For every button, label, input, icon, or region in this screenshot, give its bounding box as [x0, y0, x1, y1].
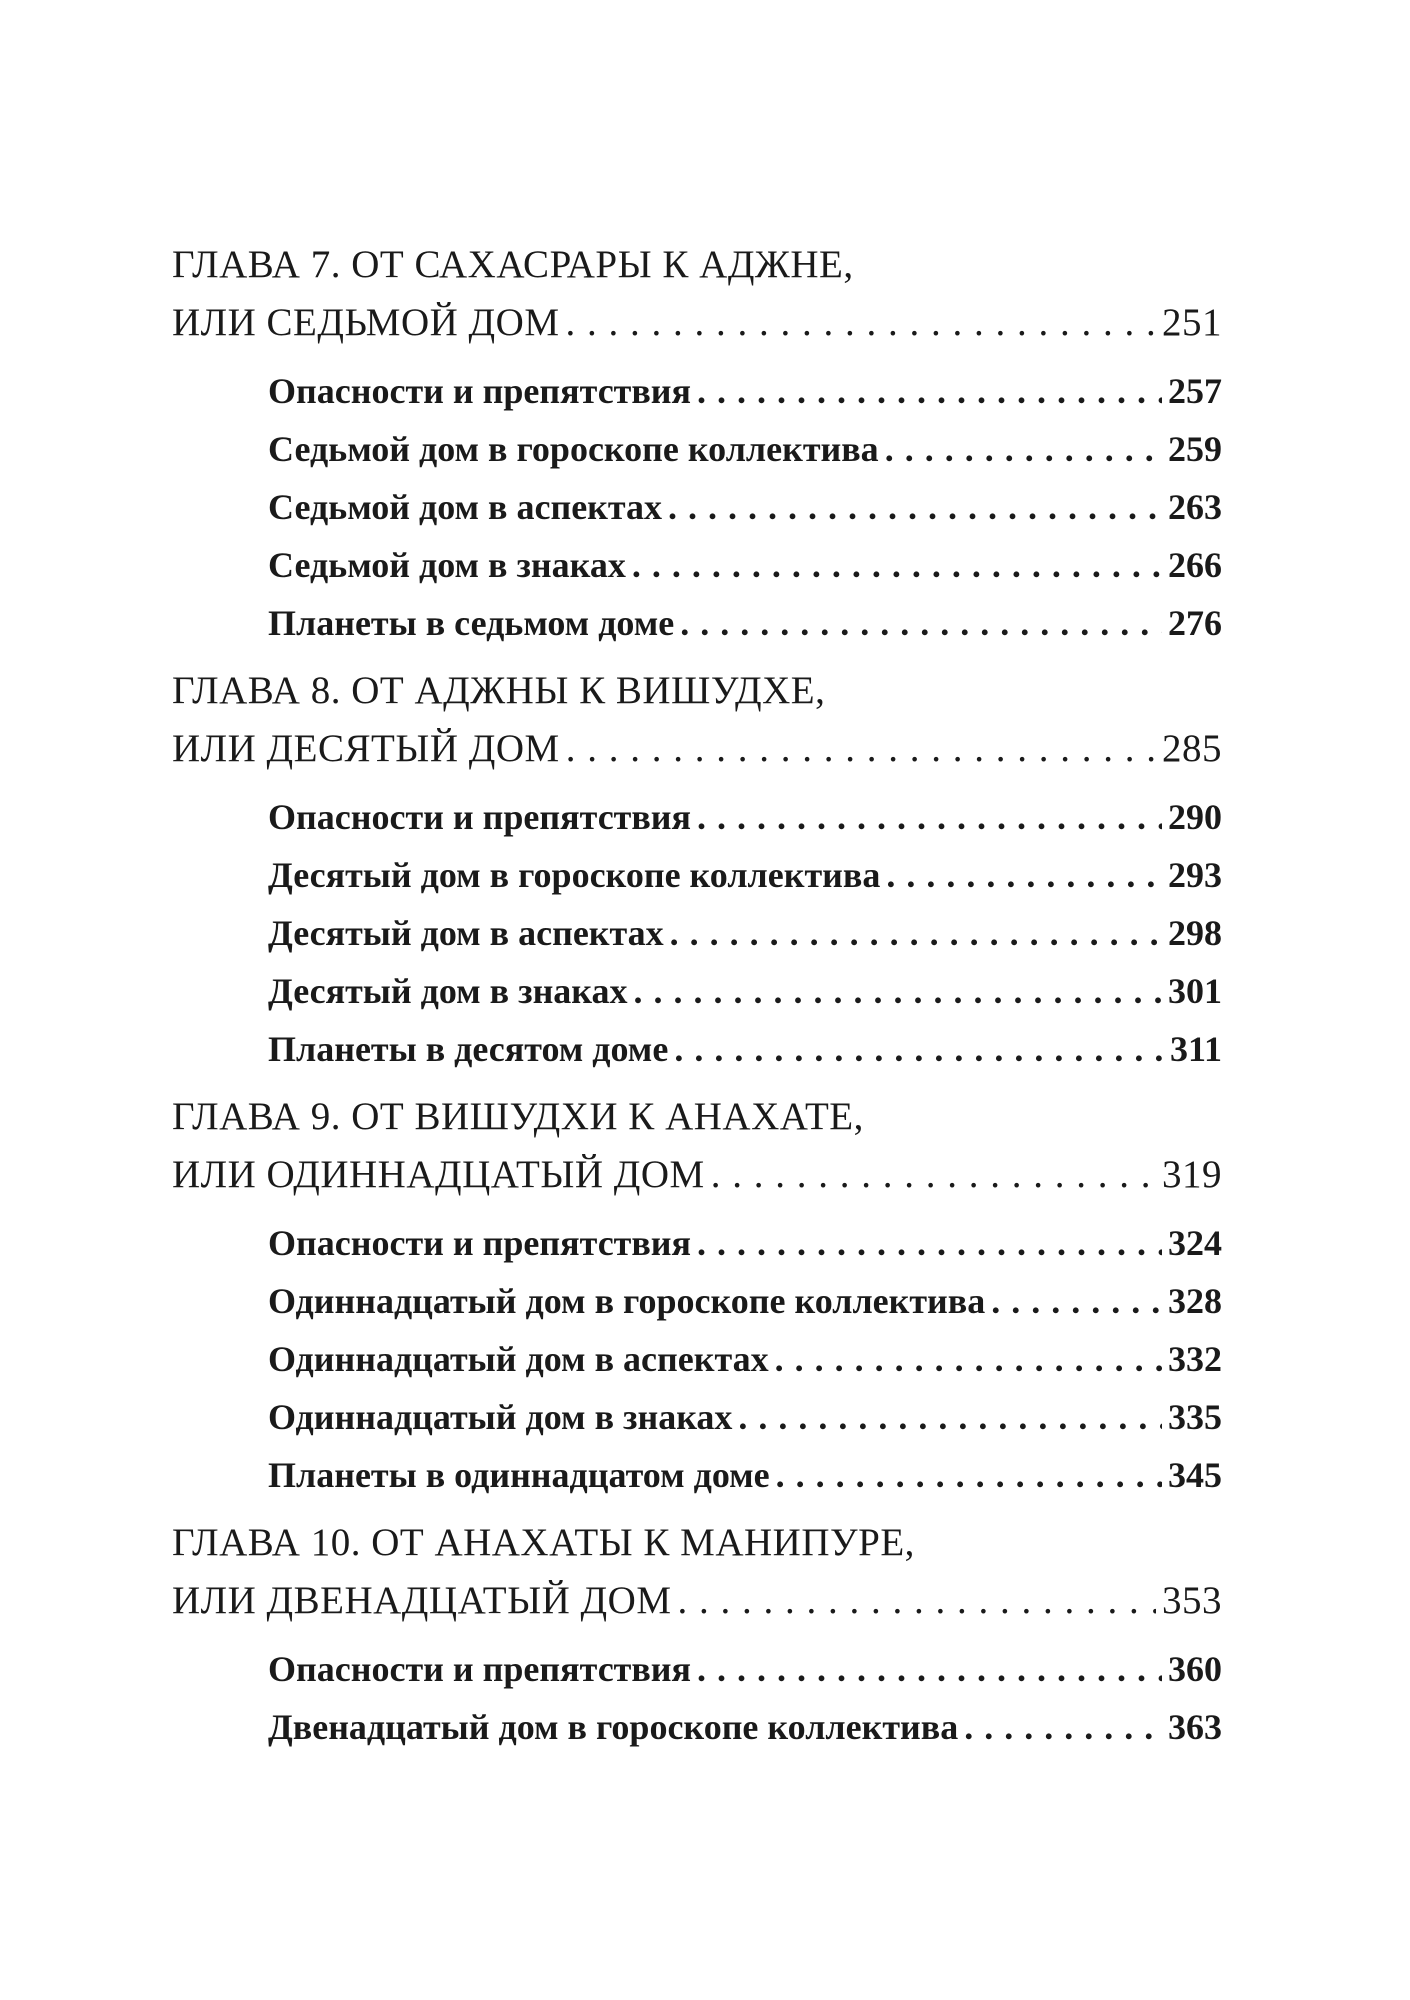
section-list: [172, 362, 1222, 652]
entry-title: Планеты в десятом доме: [268, 1029, 669, 1069]
dot-leader: [680, 594, 1162, 652]
dot-leader: [566, 294, 1156, 352]
chapter-title-text: ИЛИ СЕДЬМОЙ ДОМ: [172, 301, 560, 344]
toc-entry: [268, 788, 1222, 846]
entry-page-number: 290: [1168, 797, 1222, 837]
entry-title: Опасности и препятствия: [268, 1649, 692, 1689]
entry-title: Десятый дом в знаках: [268, 971, 628, 1011]
dot-leader: [886, 846, 1162, 904]
entry-title: Опасности и препятствия: [268, 371, 692, 411]
entry-title: Опасности и препятствия: [268, 1223, 692, 1263]
chapter-title-line1: ГЛАВА 10. ОТ АНАХАТЫ К МАНИПУРЕ,: [172, 1521, 915, 1564]
toc-entry: [268, 420, 1222, 478]
entry-page-number: 328: [1168, 1281, 1222, 1321]
toc-entry: [268, 962, 1222, 1020]
entry-page-number: 311: [1169, 1029, 1222, 1069]
entry-page-number: 335: [1168, 1397, 1222, 1437]
dot-leader: [697, 1640, 1162, 1698]
entry-page-number: 360: [1168, 1649, 1222, 1689]
chapter-page-number: 319: [1162, 1153, 1222, 1196]
toc-entry: [268, 1214, 1222, 1272]
entry-title: Одиннадцатый дом в знаках: [268, 1397, 733, 1437]
dot-leader: [674, 1020, 1164, 1078]
entry-page-number: 332: [1168, 1339, 1222, 1379]
toc-entry: [268, 536, 1222, 594]
entry-title: Планеты в одиннадцатом доме: [268, 1455, 770, 1495]
dot-leader: [738, 1388, 1162, 1446]
entry-title: Седьмой дом в аспектах: [268, 487, 663, 527]
dot-leader: [697, 1214, 1162, 1272]
toc-entry: [268, 1388, 1222, 1446]
section-list: [172, 1640, 1222, 1756]
toc-entry: [268, 1020, 1222, 1078]
chapter-9: [172, 1088, 1222, 1504]
dot-leader: [964, 1698, 1162, 1756]
dot-leader: [634, 962, 1162, 1020]
entry-title: Десятый дом в гороскопе коллектива: [268, 855, 881, 895]
chapter-title-line1: ГЛАВА 7. ОТ САХАСРАРЫ К АДЖНЕ,: [172, 243, 854, 286]
dot-leader: [776, 1446, 1162, 1504]
entry-page-number: 298: [1168, 913, 1222, 953]
entry-page-number: 363: [1168, 1707, 1222, 1747]
dot-leader: [566, 720, 1156, 778]
chapter-title-text: ИЛИ ОДИННАДЦАТЫЙ ДОМ: [172, 1153, 705, 1196]
dot-leader: [991, 1272, 1162, 1330]
dot-leader: [775, 1330, 1162, 1388]
chapter-title-line2: [172, 1146, 1222, 1204]
entry-title: Седьмой дом в гороскопе коллектива: [268, 429, 879, 469]
entry-title: Седьмой дом в знаках: [268, 545, 626, 585]
toc-entry: [268, 362, 1222, 420]
chapter-10: [172, 1514, 1222, 1756]
toc-entry: [268, 1272, 1222, 1330]
toc-entry: [268, 1698, 1222, 1756]
chapter-title-line1: ГЛАВА 9. ОТ ВИШУДХИ К АНАХАТЕ,: [172, 1095, 864, 1138]
dot-leader: [711, 1146, 1156, 1204]
entry-page-number: 257: [1168, 371, 1222, 411]
entry-page-number: 345: [1168, 1455, 1222, 1495]
entry-title: Опасности и препятствия: [268, 797, 692, 837]
chapter-title-line2: [172, 1572, 1222, 1630]
table-of-contents: [172, 236, 1222, 1766]
chapter-page-number: 251: [1162, 301, 1222, 344]
chapter-title-text: ИЛИ ДВЕНАДЦАТЫЙ ДОМ: [172, 1579, 672, 1622]
entry-title: Двенадцатый дом в гороскопе коллектива: [268, 1707, 959, 1747]
toc-entry: [268, 904, 1222, 962]
dot-leader: [697, 788, 1162, 846]
entry-page-number: 259: [1168, 429, 1222, 469]
toc-entry: [268, 1446, 1222, 1504]
chapter-title-line2: [172, 294, 1222, 352]
entry-page-number: 301: [1168, 971, 1222, 1011]
entry-page-number: 266: [1168, 545, 1222, 585]
chapter-page-number: 353: [1162, 1579, 1222, 1622]
entry-page-number: 276: [1168, 603, 1222, 643]
entry-page-number: 293: [1168, 855, 1222, 895]
chapter-page-number: 285: [1162, 727, 1222, 770]
toc-entry: [268, 478, 1222, 536]
chapter-title-line1: ГЛАВА 8. ОТ АДЖНЫ К ВИШУДХЕ,: [172, 669, 826, 712]
toc-entry: [268, 1330, 1222, 1388]
dot-leader: [668, 478, 1162, 536]
dot-leader: [885, 420, 1162, 478]
dot-leader: [697, 362, 1162, 420]
toc-entry: [268, 846, 1222, 904]
section-list: [172, 788, 1222, 1078]
dot-leader: [632, 536, 1162, 594]
entry-title: Планеты в седьмом доме: [268, 603, 675, 643]
dot-leader: [670, 904, 1162, 962]
entry-page-number: 324: [1168, 1223, 1222, 1263]
dot-leader: [678, 1572, 1157, 1630]
entry-title: Одиннадцатый дом в гороскопе коллектива: [268, 1281, 986, 1321]
toc-entry: [268, 1640, 1222, 1698]
chapter-7: [172, 236, 1222, 652]
section-list: [172, 1214, 1222, 1504]
chapter-title-line2: [172, 720, 1222, 778]
chapter-title-text: ИЛИ ДЕСЯТЫЙ ДОМ: [172, 727, 560, 770]
entry-title: Десятый дом в аспектах: [268, 913, 664, 953]
chapter-8: [172, 662, 1222, 1078]
toc-entry: [268, 594, 1222, 652]
entry-title: Одиннадцатый дом в аспектах: [268, 1339, 769, 1379]
entry-page-number: 263: [1168, 487, 1222, 527]
